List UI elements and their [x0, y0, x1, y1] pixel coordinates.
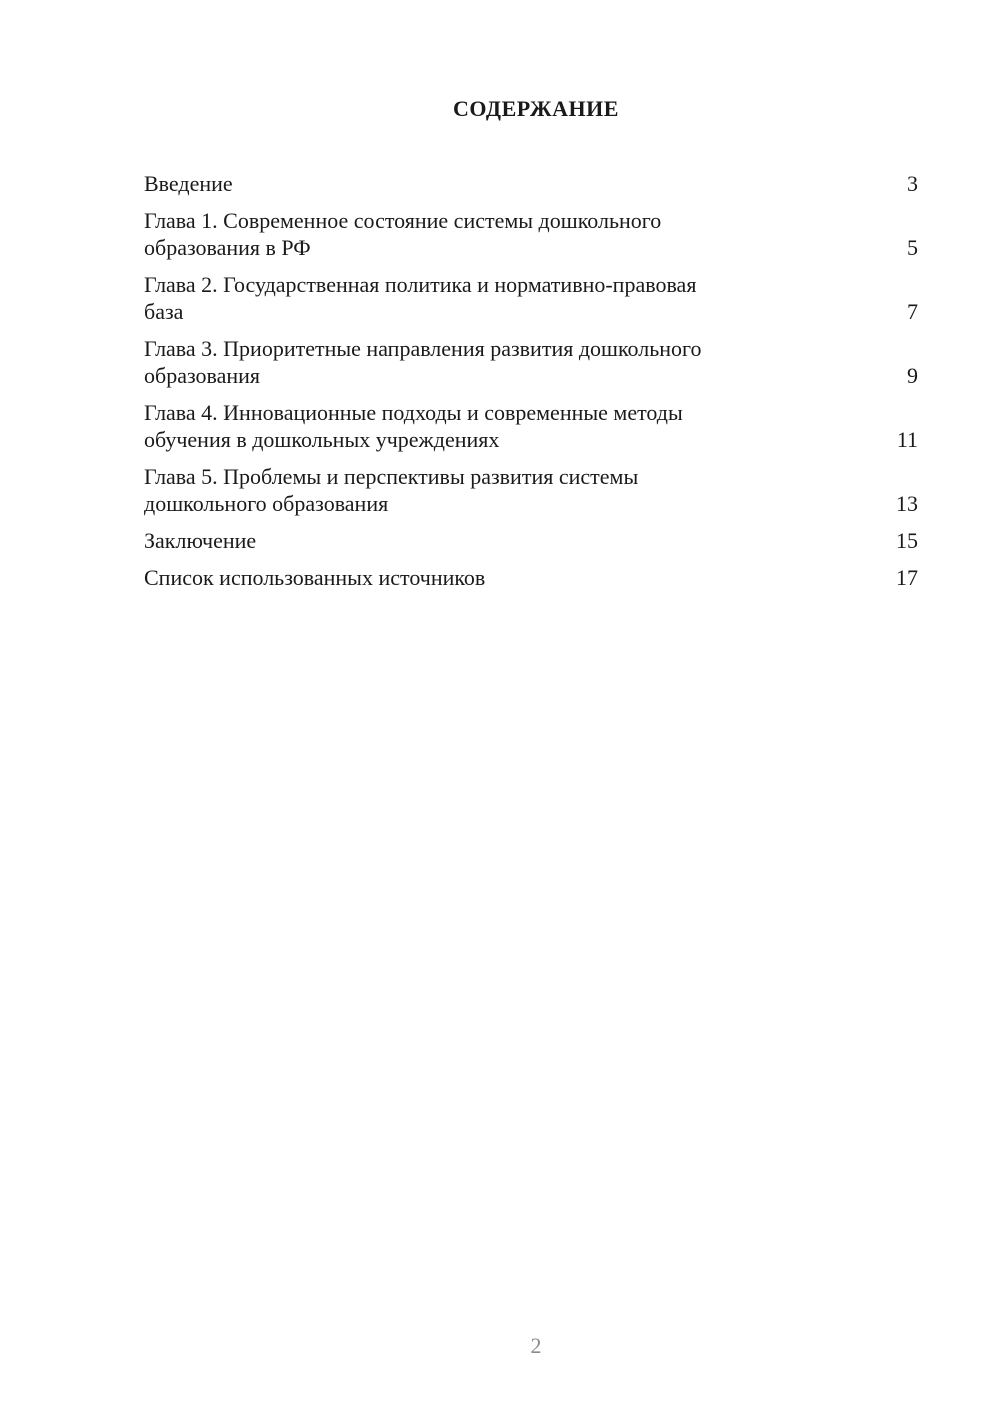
toc-entry-line: обучения в дошкольных учреждениях	[144, 427, 500, 452]
toc-entry-conclusion	[144, 527, 918, 554]
toc-entry-line: дошкольного образования	[144, 491, 389, 516]
toc-entry-title	[144, 463, 794, 517]
toc-entry-chapter-3	[144, 335, 918, 389]
toc-entry-line: Список использованных источников	[144, 565, 486, 590]
toc-entry-line: Глава 3. Приоритетные направления развития дошкольного	[144, 336, 702, 361]
toc-entry-page: 11	[896, 427, 918, 452]
toc-entry-line: Глава 1. Современное состояние системы дошкольного	[144, 208, 662, 233]
toc-entry-line: Заключение	[144, 528, 257, 553]
toc-entry-page: 7	[907, 299, 918, 324]
toc-entry-chapter-2	[144, 271, 918, 325]
toc-entry-line: образования	[144, 363, 261, 388]
toc-entry-page: 13	[896, 491, 918, 516]
page-number: 2	[530, 1333, 542, 1358]
toc-entry-page: 3	[907, 171, 918, 196]
toc-entry-page: 17	[896, 565, 918, 590]
toc-entry-chapter-5	[144, 463, 918, 517]
toc-entry-title	[144, 335, 794, 389]
toc-entry-page: 9	[907, 363, 918, 388]
toc-entry-title	[144, 207, 794, 261]
toc-entry-page: 5	[907, 235, 918, 260]
toc-entry-title	[144, 564, 794, 591]
toc-entry-title	[144, 399, 794, 453]
toc-entry-line: Введение	[144, 171, 233, 196]
toc-entry-chapter-1	[144, 207, 918, 261]
toc-entry-chapter-4	[144, 399, 918, 453]
toc-entry-line: Глава 4. Инновационные подходы и современные методы	[144, 400, 683, 425]
toc-entry-title	[144, 170, 794, 197]
toc-entry-introduction	[144, 170, 918, 197]
toc-entry-line: Глава 5. Проблемы и перспективы развития системы	[144, 464, 639, 489]
toc-entry-references	[144, 564, 918, 591]
table-of-contents	[144, 170, 918, 601]
toc-entry-title	[144, 527, 794, 554]
page-title: СОДЕРЖАНИЕ	[453, 96, 619, 121]
toc-entry-title	[144, 271, 794, 325]
toc-entry-page: 15	[896, 528, 918, 553]
toc-entry-line: Глава 2. Государственная политика и нормативно-правовая	[144, 272, 697, 297]
toc-entry-line: образования в РФ	[144, 235, 311, 260]
toc-entry-line: база	[144, 299, 184, 324]
